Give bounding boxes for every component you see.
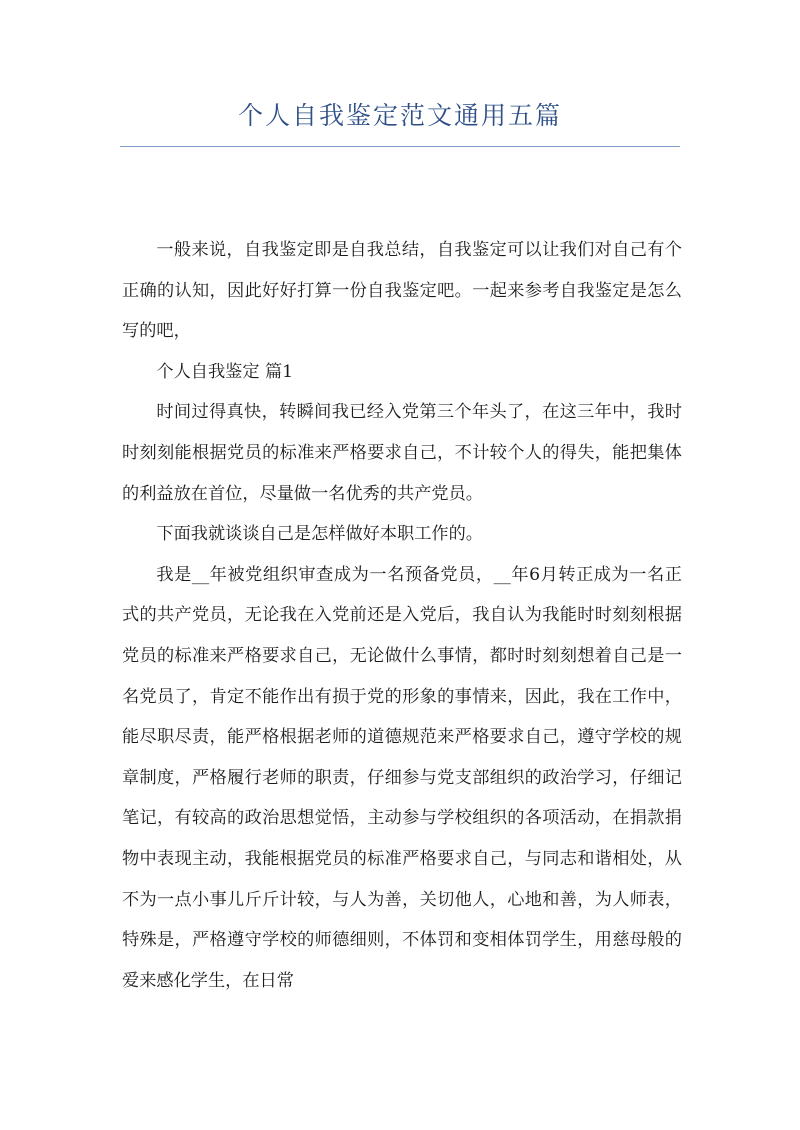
document-body	[122, 230, 682, 1001]
document-title: 个人自我鉴定范文通用五篇	[237, 101, 562, 130]
body-paragraph: 下面我就谈谈自己是怎样做好本职工作的。	[156, 524, 483, 545]
intro-paragraph: 一般来说，自我鉴定即是自我总结，自我鉴定可以让我们对自己有个正确的认知，因此好好打算一份自我鉴定吧。一起来参考自我鉴定是怎么写的吧，	[122, 240, 682, 342]
body-paragraph: 我是__年被党组织审查成为一名预备党员，__年6月转正成为一名正式的共产党员，无论我在入党前还是入党后，我自认为我能时时刻刻根据党员的标准来严格要求自己，无论做什么事情，都时时刻刻想着自己是一名党员了，肯定不能作出有损于党的形象的事情来，因此，我在工作中，能尽职尽责，能严格根据老师的道德规范来严格要求自己，遵守学校的规章制度，严格履行老师的职责，仔细参与党支部组织的政治学习，仔细记笔记，有较高的政治思想觉悟，主动参与学校组织的各项活动，在捐款捐物中表现主动，我能根据党员的标准严格要求自己，与同志和谐相处，从不为一点小事儿斤斤计较，与人为善，关切他人，心地和善，为人师表，特殊是，严格遵守学校的师德细则，不体罚和变相体罚学生，用慈母般的爱来感化学生，在日常	[122, 564, 682, 991]
body-paragraph: 时间过得真快，转瞬间我已经入党第三个年头了，在这三年中，我时时刻刻能根据党员的标准来严格要求自己，不计较个人的得失，能把集体的利益放在首位，尽量做一名优秀的共产党员。	[122, 402, 682, 504]
section-heading: 个人自我鉴定 篇1	[156, 361, 294, 382]
title-divider	[120, 146, 680, 147]
